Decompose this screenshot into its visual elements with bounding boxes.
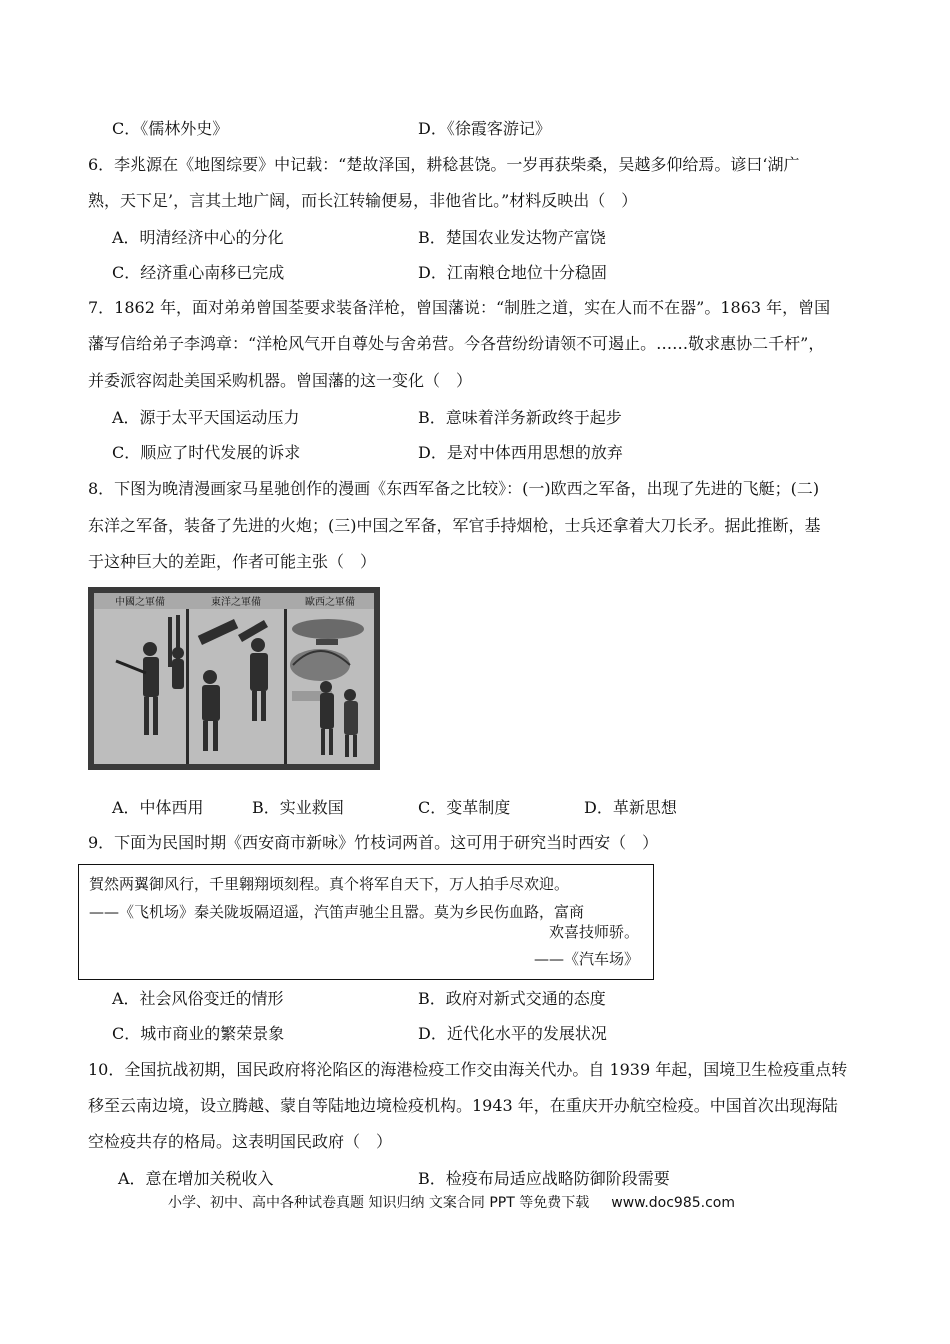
q9-option-a: A．社会风俗变迁的情形 [112,989,284,1008]
q8-option-c: C．变革制度 [418,798,511,817]
q8-stem-line-3: 于这种巨大的差距，作者可能主张（ ） [88,552,377,571]
poem-box [78,864,654,980]
cartoon-panel-title-2: 東洋之軍備 [211,597,261,608]
q9-stem-line-1: 9．下面为民国时期《西安商市新咏》竹枝词两首。这可用于研究当时西安（ ） [88,833,659,852]
footer [168,1193,735,1213]
q7-option-a: A．源于太平天国运动压力 [112,408,300,427]
q9-option-c: C．城市商业的繁荣景象 [112,1024,285,1043]
q6-stem-line-2: 熟，天下足’，言其土地广阔，而长江转输便易，非他省比。”材料反映出（ ） [88,191,638,210]
cartoon-image [88,587,380,770]
q5-option-c: C．《儒林外史》 [112,119,229,138]
cartoon-panel-title-1: 中國之軍備 [115,597,165,608]
q7-option-c: C．顺应了时代发展的诉求 [112,443,301,462]
q6-option-b: B．楚国农业发达物产富饶 [418,228,606,247]
footer-text: 小学、初中、高中各种试卷真题 知识归纳 文案合同 PPT 等免费下载 [168,1195,590,1211]
q8-option-d: D．革新思想 [584,798,677,817]
q10-stem-line-2: 移至云南边境，设立腾越、蒙自等陆地边境检疫机构。1943 年，在重庆开办航空检疫。中国首次出现海陆 [88,1096,838,1115]
q8-option-b: B．实业救国 [252,798,344,817]
poem-line-3: 欢喜技师骄。 [548,923,639,941]
q9-option-b: B．政府对新式交通的态度 [418,989,606,1008]
q6-option-a: A．明清经济中心的分化 [112,228,284,247]
q6-option-d: D．江南粮仓地位十分稳固 [418,263,607,282]
footer-url[interactable]: www.doc985.com [611,1195,735,1211]
q10-option-b: B．检疫布局适应战略防御阶段需要 [418,1169,670,1188]
q7-stem-line-3: 并委派容闳赴美国采购机器。曾国藩的这一变化（ ） [88,371,473,390]
q10-stem-line-1: 10．全国抗战初期，国民政府将沦陷区的海港检疫工作交由海关代办。自 1939 年起，国境卫生检疫重点转 [88,1060,848,1079]
q10-stem-line-3: 空检疫共存的格局。这表明国民政府（ ） [88,1132,393,1151]
q7-stem-line-2: 藩写信给弟子李鸿章：“洋枪风气开自尊处与舍弟营。今各营纷纷请领不可遏止。……敬求惠协二千杆”， [88,334,825,353]
q5-option-d: D．《徐霞客游记》 [418,119,551,138]
q7-stem-line-1: 7．1862 年，面对弟弟曾国荃要求装备洋枪，曾国藩说：“制胜之道，实在人而不在器”。1863 年，曾国 [88,298,831,317]
q8-stem-line-1: 8．下图为晚清漫画家马星驰创作的漫画《东西军备之比较》：(一)欧西之军备，出现了先进的飞艇；(二) [88,479,820,498]
q8-stem-line-2: 东洋之军备，装备了先进的火炮；(三)中国之军备，军官手持烟枪，士兵还拿着大刀长矛。据此推断，基 [88,516,821,535]
cartoon-panel-title-3: 歐西之軍備 [305,597,355,608]
q7-option-b: B．意味着洋务新政终于起步 [418,408,622,427]
q6-stem-line-1: 6．李兆源在《地图综要》中记载：“楚故泽国，耕稔甚饶。一岁再获柴桑，吴越多仰给焉。谚曰‘湖广 [88,155,800,174]
q7-option-d: D．是对中体西用思想的放弃 [418,443,623,462]
q9-option-d: D．近代化水平的发展状况 [418,1024,607,1043]
q10-option-a: A．意在增加关税收入 [118,1169,274,1188]
poem-line-1: 賀然两翼御风行，千里翱翔顷刻程。真个将军自天下，万人拍手尽欢迎。 [89,875,570,893]
q8-option-a: A．中体西用 [112,798,204,817]
poem-line-2: ——《飞机场》秦关陇坂隔迢遥，汽笛声驰尘且嚣。莫为乡民伤血路，富商 [89,903,585,921]
poem-line-4: ——《汽车场》 [533,950,639,968]
q6-option-c: C．经济重心南移已完成 [112,263,285,282]
